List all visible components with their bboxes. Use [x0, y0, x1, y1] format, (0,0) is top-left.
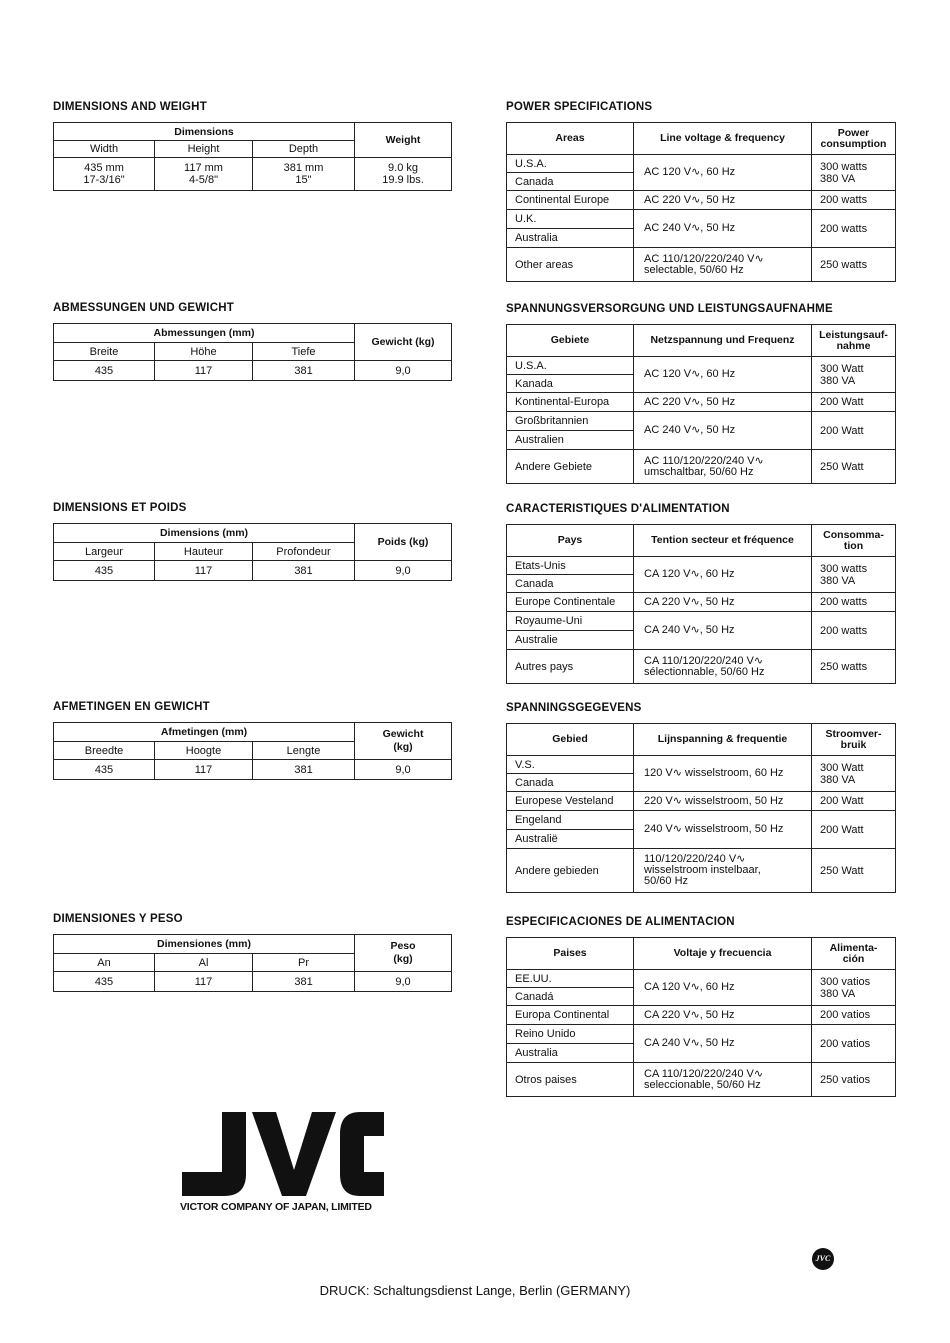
area-cell: Canadá: [507, 988, 634, 1006]
consumption-cell: 300 watts 380 VA: [812, 155, 896, 191]
depth-header: Tiefe: [253, 343, 355, 361]
consumption-header: Consomma- tion: [812, 525, 896, 557]
depth-value: 381: [253, 760, 355, 780]
weight-header: Weight: [355, 123, 452, 158]
consumption-header: Stroomver- bruik: [812, 724, 896, 756]
voltage-cell: 120 V∿ wisselstroom, 60 Hz: [634, 756, 812, 792]
area-cell: U.S.A.: [507, 155, 634, 173]
area-cell: Europese Vesteland: [507, 792, 634, 811]
weight-header: Peso (kg): [355, 935, 452, 972]
voltage-cell: CA 110/120/220/240 V∿ sélectionnable, 50/60 Hz: [634, 650, 812, 684]
dimensions-section-en: [53, 101, 452, 191]
dimensions-section-es: [53, 913, 452, 992]
area-cell: Etats-Unis: [507, 557, 634, 575]
area-cell: Andere gebieden: [507, 849, 634, 893]
depth-value: 381: [253, 972, 355, 992]
consumption-cell: 300 vatios 380 VA: [812, 970, 896, 1006]
power-table: [506, 122, 896, 282]
weight-value: 9,0: [355, 561, 452, 581]
voltage-header: Line voltage & frequency: [634, 123, 812, 155]
consumption-header: Alimenta- ción: [812, 938, 896, 970]
width-header: An: [54, 954, 155, 972]
consumption-cell: 200 watts: [812, 191, 896, 210]
area-cell: EE.UU.: [507, 970, 634, 988]
depth-value: 381: [253, 361, 355, 381]
weight-value: 9,0: [355, 361, 452, 381]
depth-header: Lengte: [253, 742, 355, 760]
width-header: Breedte: [54, 742, 155, 760]
areas-header: Pays: [507, 525, 634, 557]
area-cell: Kanada: [507, 375, 634, 393]
height-value: 117: [155, 361, 253, 381]
power-table: [506, 937, 896, 1097]
power-section-es: [506, 916, 896, 1097]
jvc-logo: [178, 1112, 384, 1196]
jvc-seal-icon: JVC: [812, 1248, 834, 1270]
section-heading: CARACTERISTIQUES D'ALIMENTATION: [506, 503, 730, 515]
section-heading: ABMESSUNGEN UND GEWICHT: [53, 302, 234, 314]
voltage-cell: 220 V∿ wisselstroom, 50 Hz: [634, 792, 812, 811]
area-cell: Europa Continental: [507, 1006, 634, 1025]
voltage-cell: CA 240 V∿, 50 Hz: [634, 1025, 812, 1063]
depth-header: Profondeur: [253, 543, 355, 561]
area-cell: Other areas: [507, 248, 634, 282]
area-cell: Reino Unido: [507, 1025, 634, 1044]
voltage-cell: AC 120 V∿, 60 Hz: [634, 155, 812, 191]
area-cell: Australia: [507, 229, 634, 248]
voltage-cell: CA 220 V∿, 50 Hz: [634, 1006, 812, 1025]
power-table: [506, 524, 896, 684]
voltage-cell: 110/120/220/240 V∿ wisselstroom instelbaar, 50/60 Hz: [634, 849, 812, 893]
section-heading: ESPECIFICACIONES DE ALIMENTACION: [506, 916, 735, 928]
area-cell: U.S.A.: [507, 357, 634, 375]
area-cell: Europe Continentale: [507, 593, 634, 612]
group-header: Afmetingen (mm): [54, 723, 355, 742]
height-header: Hauteur: [155, 543, 253, 561]
group-header: Abmessungen (mm): [54, 324, 355, 343]
height-value: 117: [155, 561, 253, 581]
power-table: [506, 324, 896, 484]
consumption-header: Power consumption: [812, 123, 896, 155]
height-header: Al: [155, 954, 253, 972]
area-cell: Canada: [507, 575, 634, 593]
group-header: Dimensions: [54, 123, 355, 141]
areas-header: Gebiete: [507, 325, 634, 357]
voltage-cell: AC 240 V∿, 50 Hz: [634, 210, 812, 248]
consumption-cell: 250 watts: [812, 650, 896, 684]
area-cell: Großbritannien: [507, 412, 634, 431]
voltage-header: Voltaje y frecuencia: [634, 938, 812, 970]
width-value: 435: [54, 972, 155, 992]
power-section-nl: [506, 702, 896, 893]
area-cell: Australie: [507, 631, 634, 650]
area-cell: Andere Gebiete: [507, 450, 634, 484]
consumption-cell: 250 watts: [812, 248, 896, 282]
consumption-cell: 200 Watt: [812, 811, 896, 849]
voltage-header: Lijnspanning & frequentie: [634, 724, 812, 756]
consumption-cell: 250 Watt: [812, 849, 896, 893]
section-heading: DIMENSIONS ET POIDS: [53, 502, 187, 514]
power-section-fr: [506, 503, 896, 684]
dimensions-table: [53, 722, 452, 780]
voltage-cell: CA 240 V∿, 50 Hz: [634, 612, 812, 650]
weight-header: Gewicht (kg): [355, 723, 452, 760]
voltage-cell: CA 120 V∿, 60 Hz: [634, 557, 812, 593]
dimensions-section-de: [53, 302, 452, 381]
area-cell: Australien: [507, 431, 634, 450]
section-heading: DIMENSIONS AND WEIGHT: [53, 101, 207, 113]
consumption-cell: 200 Watt: [812, 412, 896, 450]
width-value: 435 mm 17-3/16": [54, 158, 155, 191]
consumption-cell: 200 Watt: [812, 393, 896, 412]
area-cell: Engeland: [507, 811, 634, 830]
areas-header: Paises: [507, 938, 634, 970]
section-heading: DIMENSIONES Y PESO: [53, 913, 183, 925]
width-value: 435: [54, 760, 155, 780]
area-cell: Australia: [507, 1044, 634, 1063]
consumption-cell: 200 watts: [812, 210, 896, 248]
consumption-cell: 200 Watt: [812, 792, 896, 811]
dimensions-table: [53, 122, 452, 191]
voltage-cell: CA 120 V∿, 60 Hz: [634, 970, 812, 1006]
height-value: 117: [155, 760, 253, 780]
area-cell: Kontinental-Europa: [507, 393, 634, 412]
consumption-cell: 300 watts 380 VA: [812, 557, 896, 593]
consumption-cell: 250 vatios: [812, 1063, 896, 1097]
width-value: 435: [54, 361, 155, 381]
width-value: 435: [54, 561, 155, 581]
area-cell: Canada: [507, 173, 634, 191]
depth-header: Pr: [253, 954, 355, 972]
dimensions-table: [53, 323, 452, 381]
section-heading: SPANNUNGSVERSORGUNG UND LEISTUNGSAUFNAHME: [506, 303, 833, 315]
consumption-cell: 250 Watt: [812, 450, 896, 484]
areas-header: Areas: [507, 123, 634, 155]
group-header: Dimensions (mm): [54, 524, 355, 543]
voltage-cell: AC 240 V∿, 50 Hz: [634, 412, 812, 450]
height-value: 117: [155, 972, 253, 992]
depth-value: 381 mm 15": [253, 158, 355, 191]
voltage-cell: 240 V∿ wisselstroom, 50 Hz: [634, 811, 812, 849]
area-cell: Australië: [507, 830, 634, 849]
voltage-cell: CA 220 V∿, 50 Hz: [634, 593, 812, 612]
weight-value: 9.0 kg 19.9 lbs.: [355, 158, 452, 191]
dimensions-section-nl: [53, 701, 452, 780]
voltage-header: Tention secteur et fréquence: [634, 525, 812, 557]
area-cell: Otros paises: [507, 1063, 634, 1097]
section-heading: POWER SPECIFICATIONS: [506, 101, 653, 113]
weight-value: 9,0: [355, 972, 452, 992]
consumption-cell: 200 vatios: [812, 1006, 896, 1025]
area-cell: Canada: [507, 774, 634, 792]
dimensions-section-fr: [53, 502, 452, 581]
area-cell: U.K.: [507, 210, 634, 229]
dimensions-table: [53, 523, 452, 581]
weight-value: 9,0: [355, 760, 452, 780]
depth-value: 381: [253, 561, 355, 581]
power-section-en: [506, 101, 896, 282]
consumption-cell: 200 watts: [812, 593, 896, 612]
section-heading: AFMETINGEN EN GEWICHT: [53, 701, 210, 713]
company-name: VICTOR COMPANY OF JAPAN, LIMITED: [180, 1201, 372, 1213]
consumption-cell: 300 Watt 380 VA: [812, 756, 896, 792]
section-heading: SPANNINGSGEGEVENS: [506, 702, 642, 714]
consumption-cell: 300 Watt 380 VA: [812, 357, 896, 393]
weight-header: Gewicht (kg): [355, 324, 452, 361]
areas-header: Gebied: [507, 724, 634, 756]
area-cell: Continental Europe: [507, 191, 634, 210]
print-credit: DRUCK: Schaltungsdienst Lange, Berlin (GERMANY): [319, 1283, 631, 1298]
power-table: [506, 723, 896, 893]
depth-header: Depth: [253, 141, 355, 158]
voltage-cell: AC 220 V∿, 50 Hz: [634, 191, 812, 210]
consumption-header: Leistungsauf- nahme: [812, 325, 896, 357]
consumption-cell: 200 watts: [812, 612, 896, 650]
width-header: Largeur: [54, 543, 155, 561]
height-header: Height: [155, 141, 253, 158]
width-header: Breite: [54, 343, 155, 361]
voltage-cell: CA 110/120/220/240 V∿ seleccionable, 50/60 Hz: [634, 1063, 812, 1097]
width-header: Width: [54, 141, 155, 158]
weight-header: Poids (kg): [355, 524, 452, 561]
voltage-cell: AC 120 V∿, 60 Hz: [634, 357, 812, 393]
voltage-cell: AC 110/120/220/240 V∿ umschaltbar, 50/60 Hz: [634, 450, 812, 484]
height-header: Hoogte: [155, 742, 253, 760]
dimensions-table: [53, 934, 452, 992]
consumption-cell: 200 vatios: [812, 1025, 896, 1063]
height-value: 117 mm 4-5/8": [155, 158, 253, 191]
voltage-cell: AC 110/120/220/240 V∿ selectable, 50/60 Hz: [634, 248, 812, 282]
voltage-cell: AC 220 V∿, 50 Hz: [634, 393, 812, 412]
height-header: Höhe: [155, 343, 253, 361]
area-cell: Autres pays: [507, 650, 634, 684]
voltage-header: Netzspannung und Frequenz: [634, 325, 812, 357]
area-cell: V.S.: [507, 756, 634, 774]
power-section-de: [506, 303, 896, 484]
group-header: Dimensiones (mm): [54, 935, 355, 954]
area-cell: Royaume-Uni: [507, 612, 634, 631]
